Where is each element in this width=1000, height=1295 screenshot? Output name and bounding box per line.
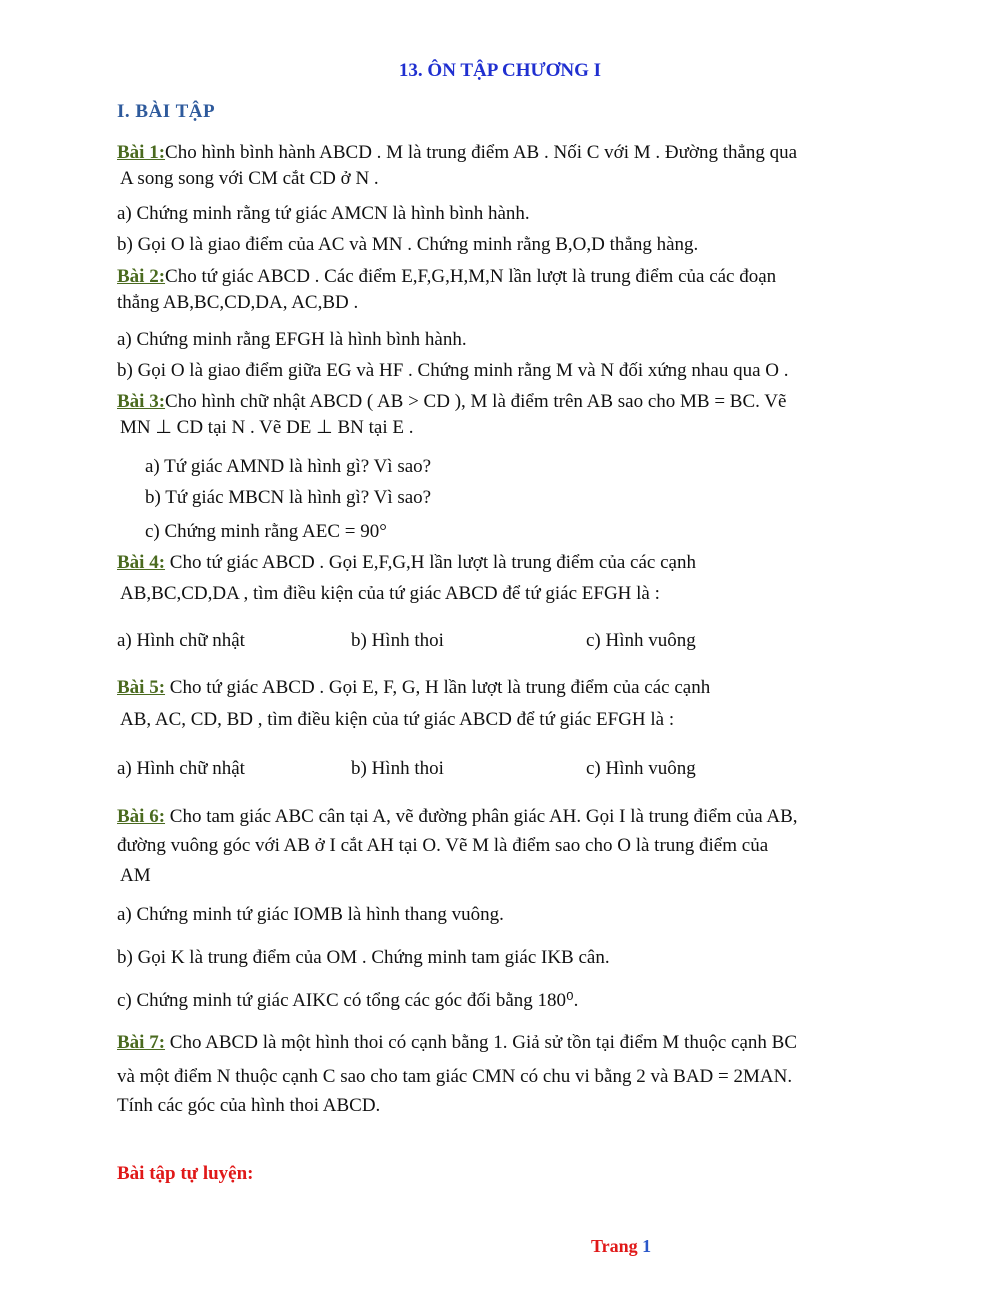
bai7-label: Bài 7: xyxy=(117,1032,166,1053)
self-practice-heading: Bài tập tự luyện: xyxy=(117,1163,254,1184)
bai1-label: Bài 1: xyxy=(117,142,166,163)
bai2-line2: thẳng AB,BC,CD,DA, AC,BD . xyxy=(117,292,359,313)
page-number: 1 xyxy=(642,1236,652,1256)
bai2-part-b: b) Gọi O là giao điểm giữa EG và HF . Chứng minh rằng M và N đối xứng nhau qua O . xyxy=(117,360,789,381)
bai5-line2: AB, AC, CD, BD , tìm điều kiện của tứ giác ABCD để tứ giác EFGH là : xyxy=(120,709,675,730)
bai6-label: Bài 6: xyxy=(117,806,166,827)
bai3-line2: MN ⊥ CD tại N . Vẽ DE ⊥ BN tại E . xyxy=(120,417,414,438)
bai4-label: Bài 4: xyxy=(117,552,166,573)
bai3-part-c: c) Chứng minh rằng AEC = 90° xyxy=(145,521,387,542)
bai3-part-a: a) Tứ giác AMND là hình gì? Vì sao? xyxy=(145,456,432,477)
bai6-line3: AM xyxy=(120,865,151,886)
bai5-option-c: c) Hình vuông xyxy=(586,758,696,779)
footer-label: Trang xyxy=(591,1236,643,1256)
bai1-line1 xyxy=(117,141,797,165)
bai6-text1: Cho tam giác ABC cân tại A, vẽ đường phân giác AH. Gọi I là trung điểm của AB, xyxy=(165,806,798,827)
section-heading: I. BÀI TẬP xyxy=(117,101,216,122)
bai6-line1 xyxy=(117,805,798,829)
bai3-part-b: b) Tứ giác MBCN là hình gì? Vì sao? xyxy=(145,487,432,508)
bai4-line2: AB,BC,CD,DA , tìm điều kiện của tứ giác ABCD để tứ giác EFGH là : xyxy=(120,583,660,604)
bai5-option-a: a) Hình chữ nhật xyxy=(117,758,245,779)
page-footer xyxy=(591,1236,651,1257)
bai2-part-a: a) Chứng minh rằng EFGH là hình bình hành. xyxy=(117,329,467,350)
bai6-part-c: c) Chứng minh tứ giác AIKC có tổng các góc đối bằng 180⁰. xyxy=(117,990,579,1011)
bai6-line2: đường vuông góc với AB ở I cắt AH tại O. Vẽ M là điểm sao cho O là trung điểm của xyxy=(117,835,769,856)
bai1-line2: A song song với CM cắt CD ở N . xyxy=(120,168,379,189)
bai7-text1: Cho ABCD là một hình thoi có cạnh bằng 1. Giả sử tồn tại điểm M thuộc cạnh BC xyxy=(165,1032,797,1053)
bai2-line1 xyxy=(117,265,776,289)
bai5-text1: Cho tứ giác ABCD . Gọi E, F, G, H lần lượt là trung điểm của các cạnh xyxy=(165,677,711,698)
bai1-part-b: b) Gọi O là giao điểm của AC và MN . Chứng minh rằng B,O,D thẳng hàng. xyxy=(117,234,699,255)
bai4-text1: Cho tứ giác ABCD . Gọi E,F,G,H lần lượt là trung điểm của các cạnh xyxy=(165,552,696,573)
bai4-option-b: b) Hình thoi xyxy=(351,630,444,651)
bai3-text1: Cho hình chữ nhật ABCD ( AB > CD ), M là điểm trên AB sao cho MB = BC. Vẽ xyxy=(165,391,787,412)
page-title: 13. ÔN TẬP CHƯƠNG I xyxy=(398,60,602,81)
bai4-line1 xyxy=(117,551,696,575)
bai4-option-a: a) Hình chữ nhật xyxy=(117,630,245,651)
bai6-part-b: b) Gọi K là trung điểm của OM . Chứng minh tam giác IKB cân. xyxy=(117,947,610,968)
bai7-line3: Tính các góc của hình thoi ABCD. xyxy=(117,1095,381,1116)
bai3-label: Bài 3: xyxy=(117,391,166,412)
bai2-label: Bài 2: xyxy=(117,266,166,287)
bai5-option-b: b) Hình thoi xyxy=(351,758,444,779)
bai7-line1 xyxy=(117,1031,797,1055)
bai6-part-a: a) Chứng minh tứ giác IOMB là hình thang vuông. xyxy=(117,904,504,925)
bai2-text1: Cho tứ giác ABCD . Các điểm E,F,G,H,M,N lần lượt là trung điểm của các đoạn xyxy=(165,266,777,287)
bai5-label: Bài 5: xyxy=(117,677,166,698)
bai7-line2: và một điểm N thuộc cạnh C sao cho tam giác CMN có chu vi bằng 2 và BAD = 2MAN. xyxy=(117,1066,793,1087)
bai1-part-a: a) Chứng minh rằng tứ giác AMCN là hình bình hành. xyxy=(117,203,530,224)
bai4-option-c: c) Hình vuông xyxy=(586,630,696,651)
bai3-line1 xyxy=(117,390,786,414)
bai5-line1 xyxy=(117,676,710,700)
bai1-text1: Cho hình bình hành ABCD . M là trung điểm AB . Nối C với M . Đường thẳng qua xyxy=(165,142,798,163)
